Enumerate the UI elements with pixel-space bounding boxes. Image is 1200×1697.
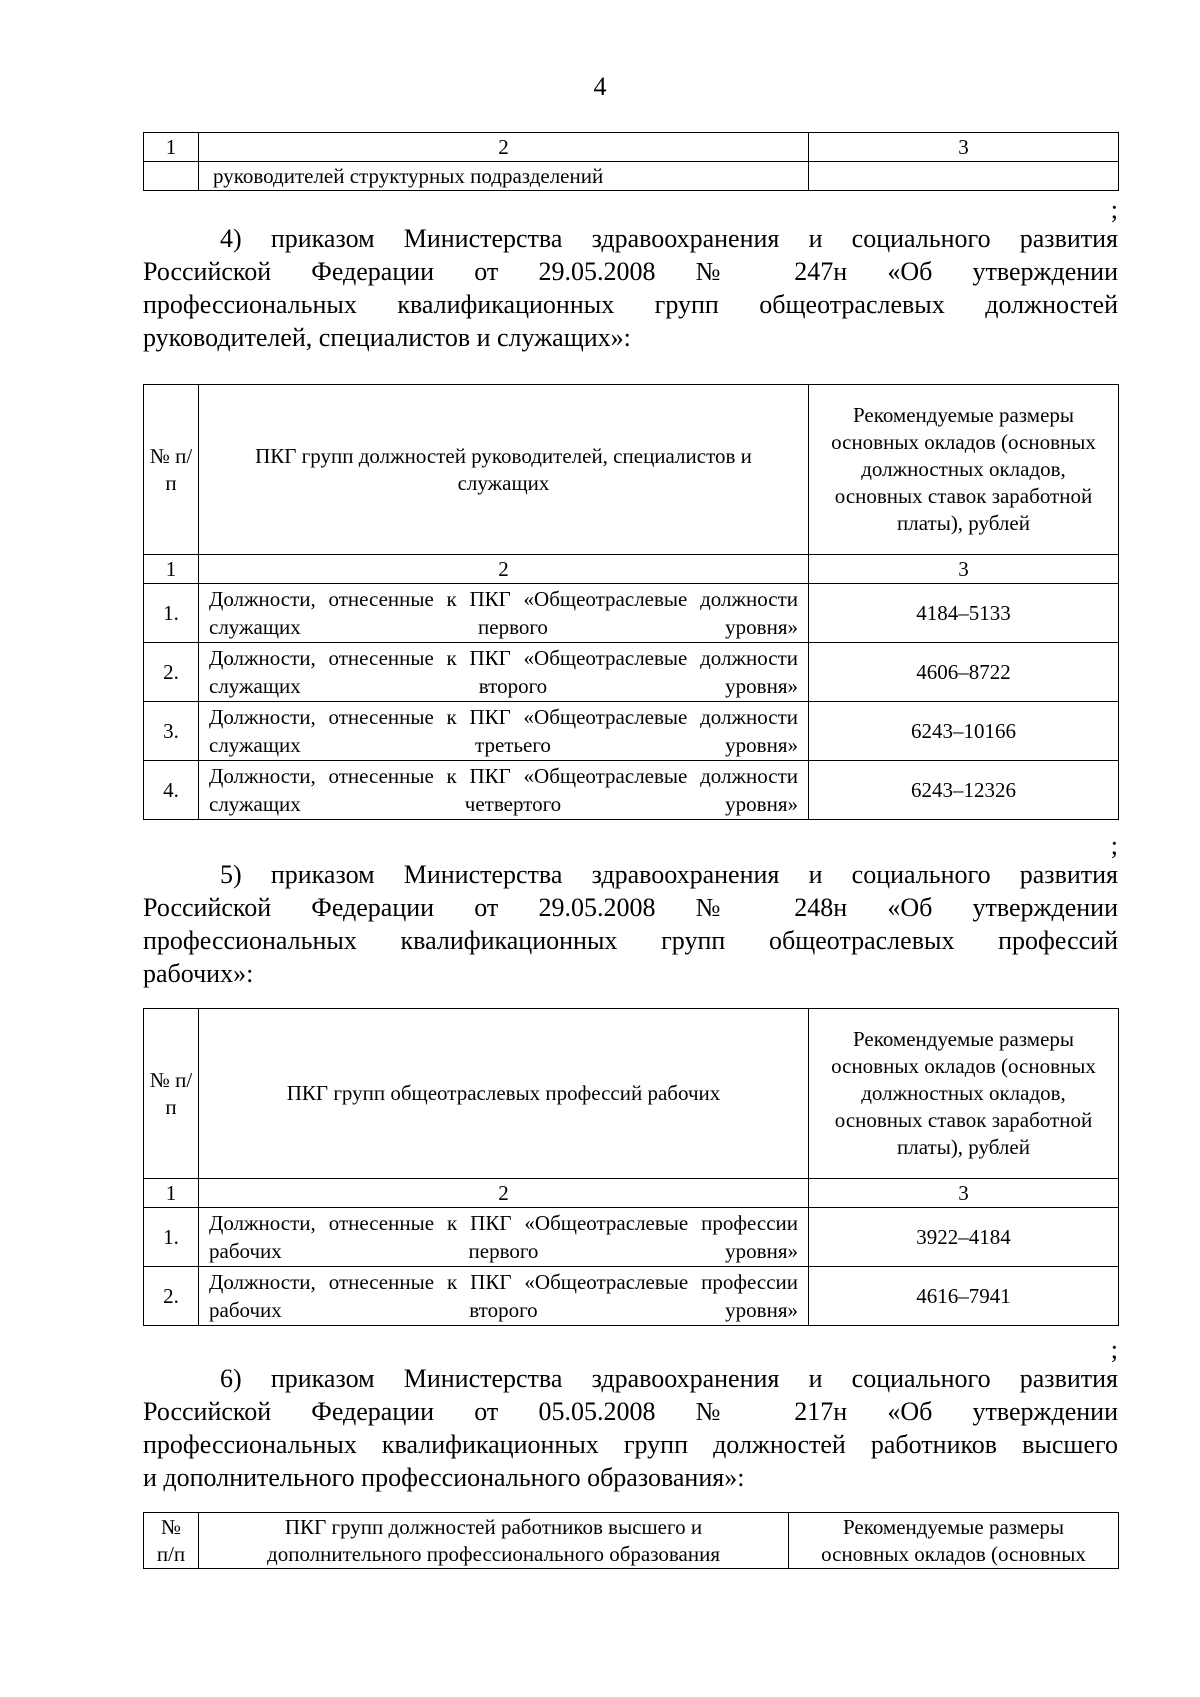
table-header-row [144,385,1119,555]
paragraph-line: 4) приказом Министерства здравоохранения и социального развития [220,224,1118,253]
row-name: Должности, отнесенные к ПКГ «Общеотраслевые должности служащих первого уровня» [199,584,809,643]
paragraph-line: и дополнительного профессионального образования»: [143,1463,745,1492]
paragraph-line: профессиональных квалификационных групп должностей работников высшего [143,1430,1118,1459]
header-num: № п/п [144,385,199,555]
header-name-line: ПКГ групп должностей работников высшего и [284,1514,703,1539]
row-num: 2. [144,1267,199,1326]
paragraph-line: Российской Федерации от 29.05.2008 № 247н «Об утверждении [143,257,1118,286]
table-cell: 2 [199,133,809,162]
table-cell: 3 [809,133,1119,162]
header-salary: Рекомендуемые размеры основных окладов (основных должностных окладов, основных ставок заработной платы), рублей [809,1009,1119,1179]
table-row [144,702,1119,761]
row-name: Должности, отнесенные к ПКГ «Общеотраслевые должности служащих второго уровня» [199,643,809,702]
paragraph-line: Российской Федерации от 05.05.2008 № 217н «Об утверждении [143,1397,1118,1426]
row-num: 1. [144,1208,199,1267]
paragraph-line: рабочих»: [143,959,254,988]
header-num [144,1513,199,1569]
paragraph-5 [143,858,1118,990]
table-header-row [144,1009,1119,1179]
table-pkg-higher-education [143,1512,1119,1569]
semicolon: ; [1110,1335,1118,1364]
row-salary: 6243–12326 [809,761,1119,820]
table-cell: 2 [199,1179,809,1208]
paragraph-6 [143,1362,1118,1494]
row-salary: 4616–7941 [809,1267,1119,1326]
row-num: 2. [144,643,199,702]
table-cell: 2 [199,555,809,584]
paragraph-line: профессиональных квалификационных групп общеотраслевых профессий [143,926,1118,955]
semicolon: ; [1110,831,1118,860]
header-num-line: п/п [156,1541,186,1566]
row-name: Должности, отнесенные к ПКГ «Общеотраслевые должности служащих третьего уровня» [199,702,809,761]
table-row [144,643,1119,702]
header-name: ПКГ групп общеотраслевых профессий рабочих [199,1009,809,1179]
row-name: Должности, отнесенные к ПКГ «Общеотраслевые профессии рабочих второго уровня» [199,1267,809,1326]
row-name: Должности, отнесенные к ПКГ «Общеотраслевые должности служащих четвертого уровня» [199,761,809,820]
header-num: № п/п [144,1009,199,1179]
table-index-row [144,1179,1119,1208]
table-row [144,584,1119,643]
row-num: 1. [144,584,199,643]
page-number: 4 [593,72,607,101]
paragraph-4 [143,222,1118,354]
table-cell: руководителей структурных подразделений [199,162,809,191]
table-index-row [144,555,1119,584]
row-salary: 3922–4184 [809,1208,1119,1267]
row-salary: 4184–5133 [809,584,1119,643]
header-name: ПКГ групп должностей руководителей, специалистов и служащих [199,385,809,555]
continuation-table [143,132,1119,191]
row-name: Должности, отнесенные к ПКГ «Общеотраслевые профессии рабочих первого уровня» [199,1208,809,1267]
row-num: 4. [144,761,199,820]
header-num-line: № [160,1514,182,1539]
table-header-row [144,1513,1119,1569]
table-pkg-managers [143,384,1119,820]
table-row [144,162,1119,191]
table-cell: 3 [809,1179,1119,1208]
semicolon: ; [1110,195,1118,224]
header-salary-line: Рекомендуемые размеры [842,1514,1065,1539]
table-cell [809,162,1119,191]
table-row [144,1267,1119,1326]
paragraph-line: руководителей, специалистов и служащих»: [143,323,631,352]
row-num: 3. [144,702,199,761]
table-pkg-workers [143,1008,1119,1326]
row-salary: 6243–10166 [809,702,1119,761]
table-cell: 1 [144,555,199,584]
paragraph-line: 6) приказом Министерства здравоохранения и социального развития [220,1364,1118,1393]
paragraph-line: Российской Федерации от 29.05.2008 № 248н «Об утверждении [143,893,1118,922]
table-cell: 3 [809,555,1119,584]
paragraph-line: профессиональных квалификационных групп общеотраслевых должностей [143,290,1118,319]
row-salary: 4606–8722 [809,643,1119,702]
header-name [199,1513,789,1569]
header-salary [789,1513,1119,1569]
table-row [144,1208,1119,1267]
table-row [144,761,1119,820]
table-cell [144,162,199,191]
paragraph-line: 5) приказом Министерства здравоохранения и социального развития [220,860,1118,889]
header-salary-line: основных окладов (основных [821,1541,1086,1566]
table-cell: 1 [144,1179,199,1208]
table-index-row [144,133,1119,162]
header-salary: Рекомендуемые размеры основных окладов (основных должностных окладов, основных ставок заработной платы), рублей [809,385,1119,555]
header-name-line: дополнительного профессионального образования [267,1541,720,1566]
table-cell: 1 [144,133,199,162]
